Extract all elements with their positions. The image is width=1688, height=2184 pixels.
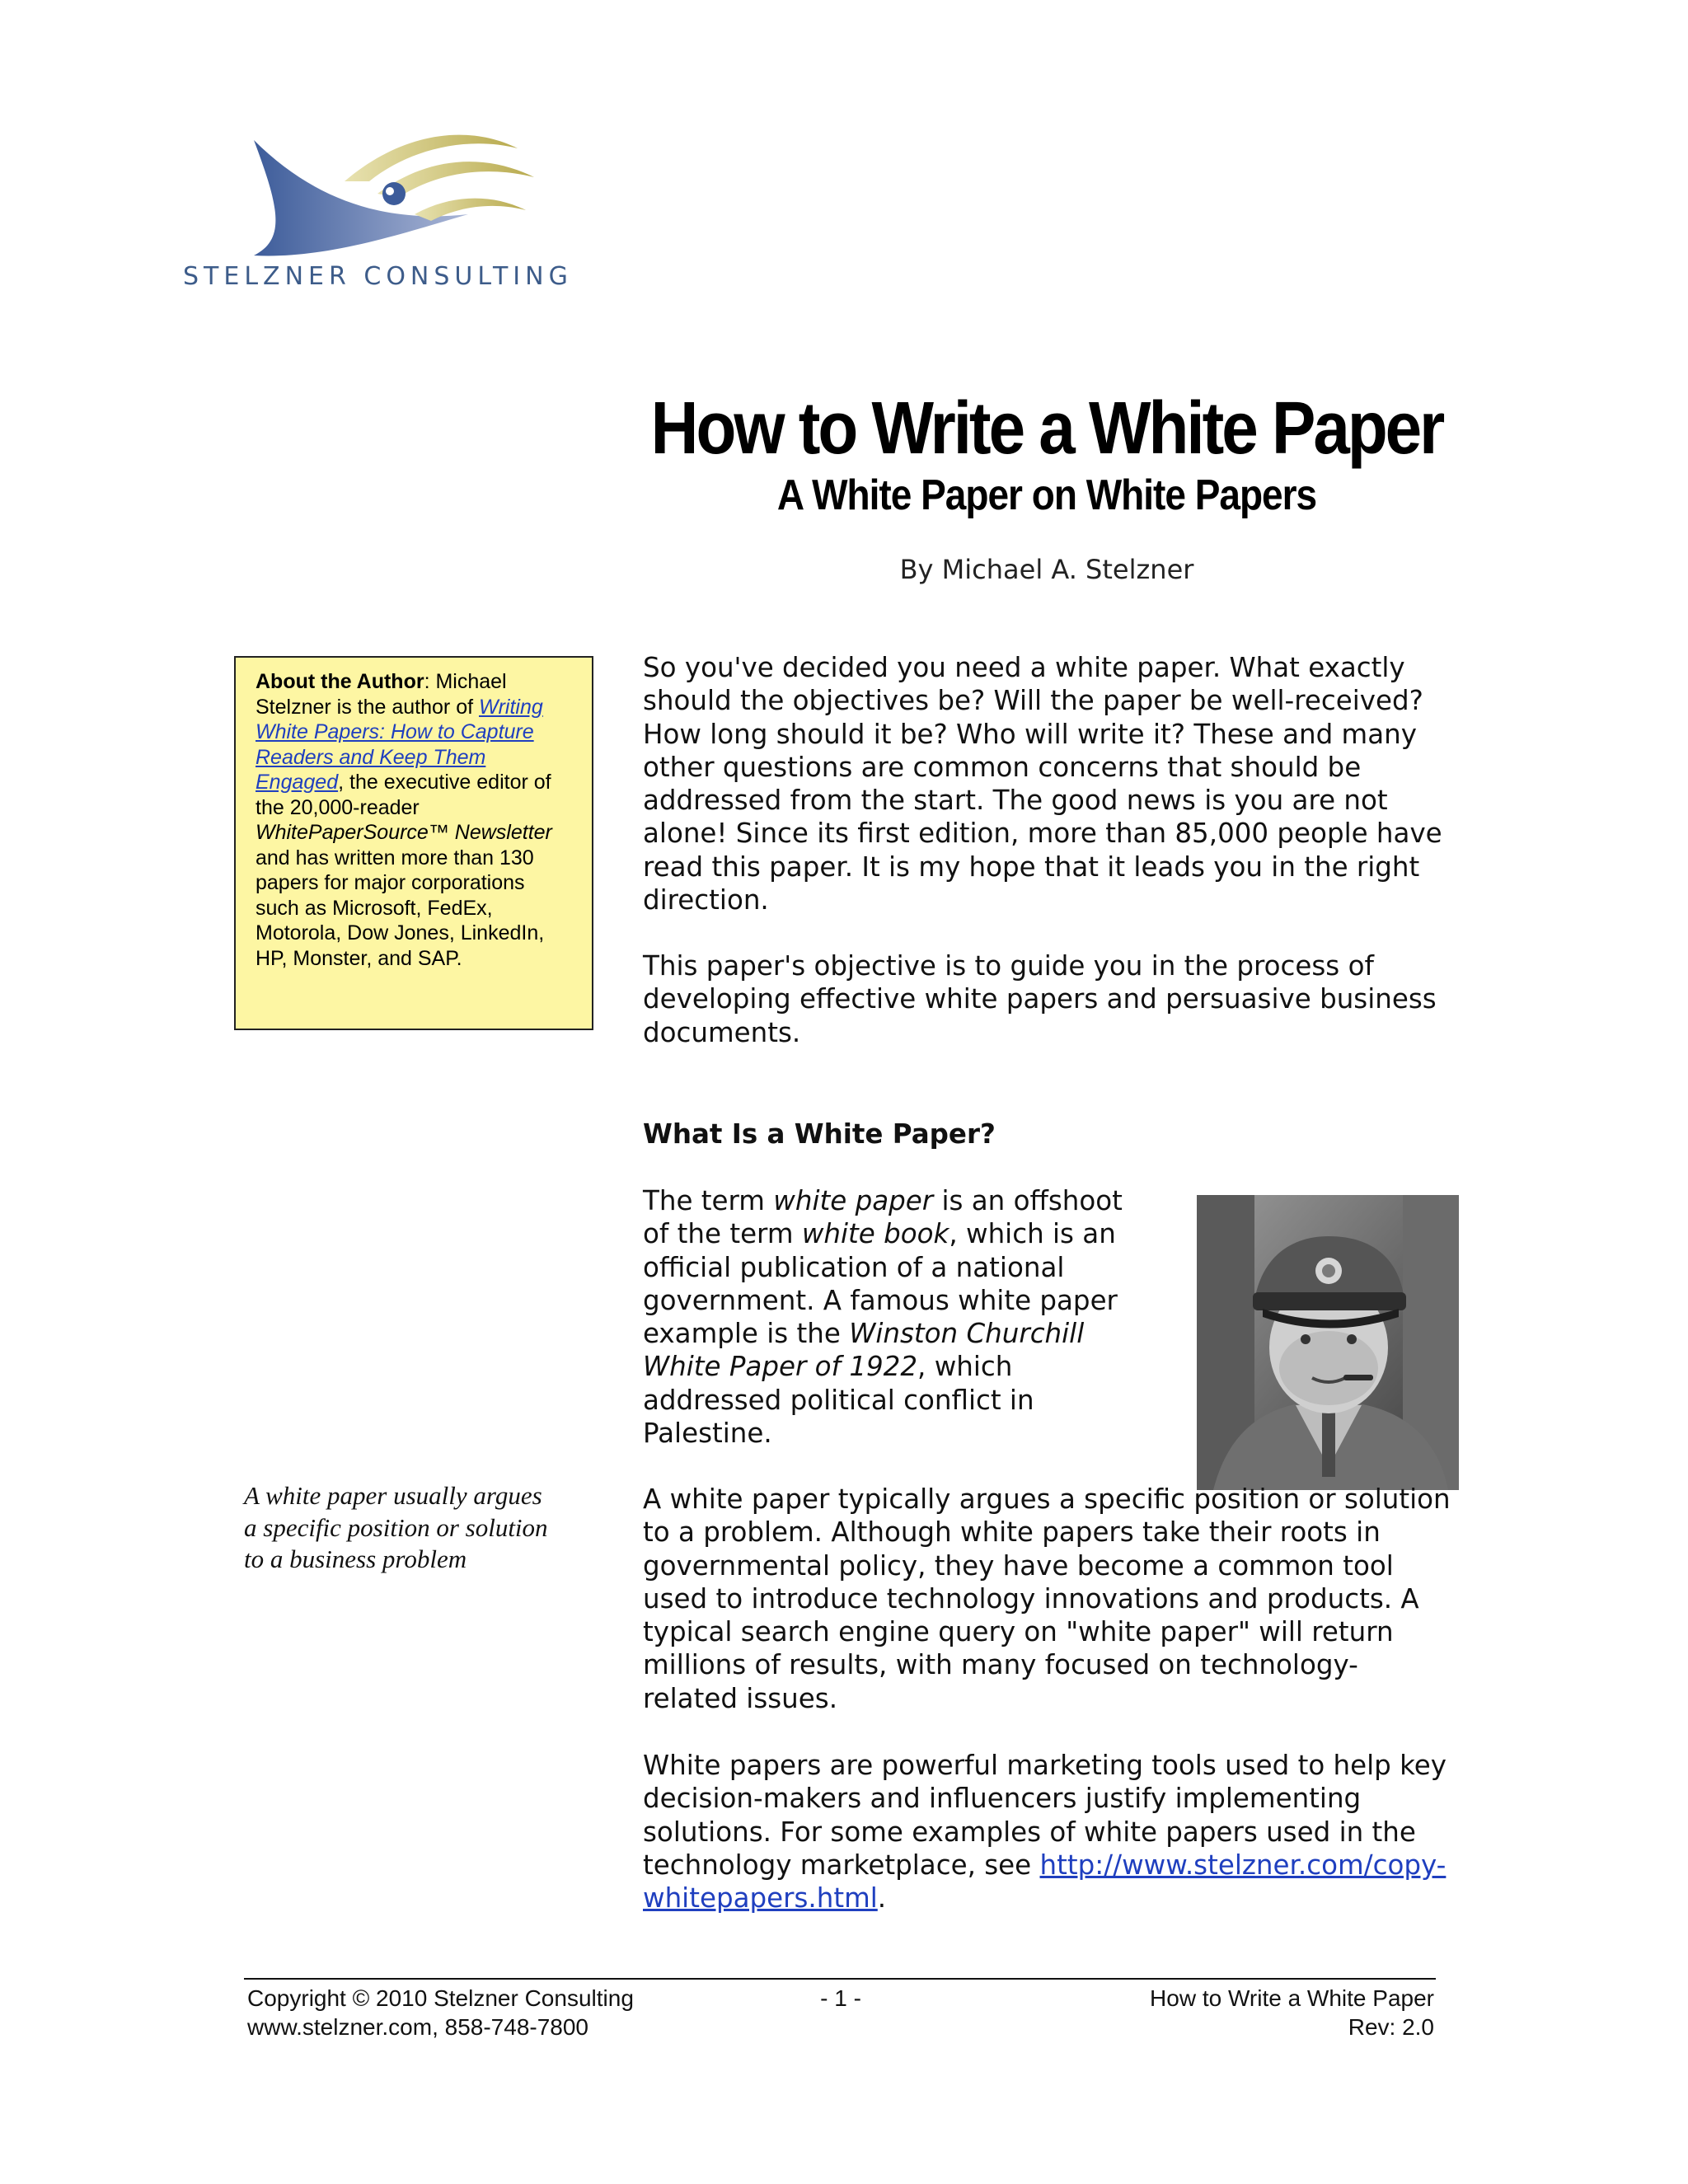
footer-doc-title: How to Write a White Paper xyxy=(1150,1985,1434,2011)
p3-text-g: , which addressed political conflict in Palestine. xyxy=(643,1351,1034,1450)
about-author-label: About the Author xyxy=(256,670,424,693)
p3-term-white-paper: white paper xyxy=(773,1185,934,1216)
marketing-paragraph xyxy=(643,1749,1451,1915)
footer-left xyxy=(247,1984,824,2041)
p3-text-a: The term xyxy=(643,1185,774,1216)
p5-end: . xyxy=(877,1882,887,1915)
footer-copyright: Copyright © 2010 Stelzner Consulting xyxy=(247,1985,634,2011)
pull-quote: A white paper usually argues a specific position or solution to a business problem xyxy=(244,1481,548,1573)
about-text-2: , the executive editor of the 20,000-reader xyxy=(256,771,551,819)
about-text-3: and has written more than 130 papers for major corporations such as Microsoft, FedEx, Motorola, Dow Jones, LinkedIn, HP, Monster, and SAP. xyxy=(256,846,545,970)
footer-revision: Rev: 2.0 xyxy=(1348,2014,1434,2040)
about-author-box xyxy=(234,656,593,1030)
p3-text-e: , which is an official publication of a national government. A famous white paper example is the xyxy=(643,1218,1118,1350)
p3-text-c: is an offshoot of the term xyxy=(643,1185,1123,1250)
book-link[interactable]: Writing White Papers: How to Capture Readers and Keep Them Engaged xyxy=(256,695,543,794)
footer-page-number: - 1 - xyxy=(820,1985,861,2011)
document-author: By Michael A. Stelzner xyxy=(899,554,1194,585)
churchill-photo xyxy=(1197,1195,1459,1490)
p3-term-white-book: white book xyxy=(801,1218,950,1250)
footer-right xyxy=(1022,1984,1434,2041)
p3-churchill-paper: Winston Churchill White Paper of 1922 xyxy=(643,1318,1085,1383)
intro-paragraph: So you've decided you need a white paper. What exactly should the objectives be? Will the paper be well-received? How long should it be? Who will write it? These and many other questions are common concerns that should be addressed from the start. The good news is you are not alone! Since its first edition, more than 85,000 people have read this paper. It is my hope that it leads you in the right direction. xyxy=(643,652,1442,916)
document-subtitle: A White Paper on White Papers xyxy=(776,471,1317,519)
definition-paragraph xyxy=(643,1184,1154,1450)
logo-company-name: STELZNER CONSULTING xyxy=(183,262,573,291)
footer-divider xyxy=(244,1978,1436,1980)
argument-paragraph: A white paper typically argues a specific position or solution to a problem. Although white papers take their roots in governmental policy, they have become a common tool used to introduce technology innovations and products. A typical search engine query on "white paper" will return millions of results, with many focused on technology-related issues. xyxy=(643,1483,1451,1714)
objective-paragraph: This paper's objective is to guide you in the process of developing effective white papers and persuasive business documents. xyxy=(643,950,1437,1048)
section-heading-what-is: What Is a White Paper? xyxy=(643,1118,996,1150)
examples-link[interactable]: http://www.stelzner.com/copy-whitepapers.html xyxy=(643,1849,1447,1915)
about-text-1: : Michael Stelzner is the author of xyxy=(256,670,507,719)
p5-text: White papers are powerful marketing tools used to help key decision-makers and influencers justify implementing solutions. For some examples of white papers used in the technology marketplace, see xyxy=(643,1750,1447,1881)
footer-contact: www.stelzner.com, 858-748-7800 xyxy=(247,2014,588,2040)
newsletter-name: WhitePaperSource™ Newsletter xyxy=(256,821,552,844)
document-title: How to Write a White Paper xyxy=(650,387,1443,469)
